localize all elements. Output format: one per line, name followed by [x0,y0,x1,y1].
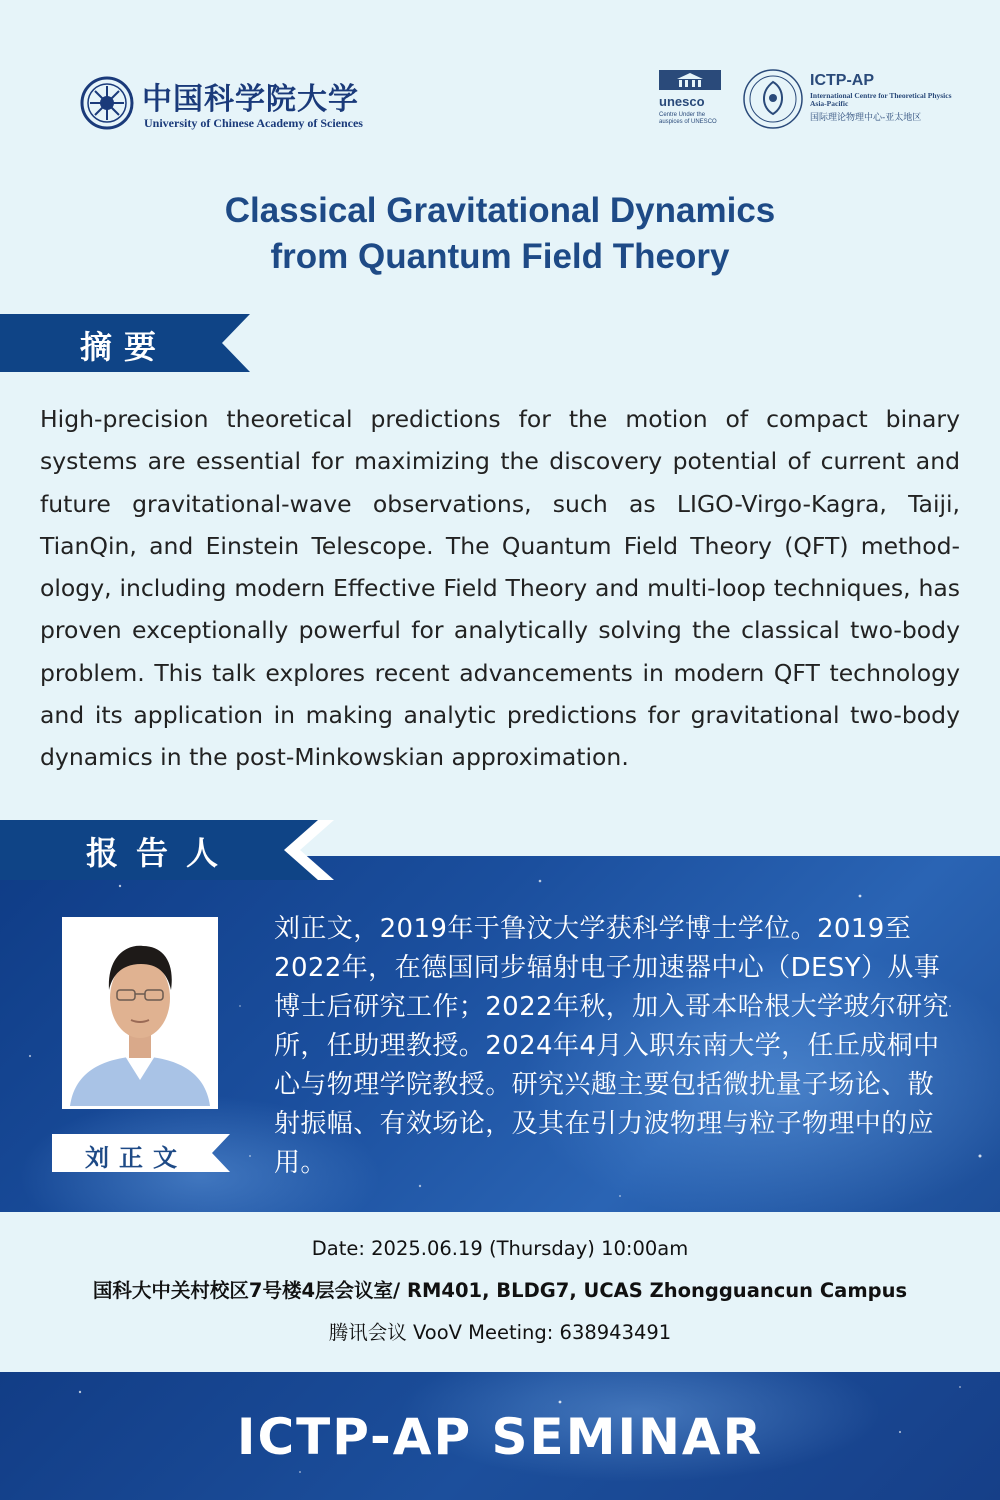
abstract-banner [0,314,260,372]
ictp-ap-logo [742,68,962,138]
ucas-seal-icon [80,76,134,130]
talk-title [0,188,1000,280]
ucas-name-en: University of Chinese Academy of Sciences [144,116,363,130]
unesco-logo [655,70,730,140]
event-details [0,1228,1000,1354]
talk-title-line1: Classical Gravitational Dynamics [224,191,776,230]
unesco-sub: Centre Under the auspices of UNESCO [659,112,717,125]
speaker-banner [0,820,340,880]
unesco-word: unesco [659,94,705,109]
ucas-name-cn: 中国科学院大学 [142,82,359,117]
event-date: Date: 2025.06.19 (Thursday) 10:00am [311,1237,689,1260]
speaker-name-tag [52,1134,230,1172]
footer [0,1372,1000,1500]
talk-title-line2: from Quantum Field Theory [270,237,730,276]
speaker-bio: 刘正文，2019年于鲁汶大学获科学博士学位。2019至2022年，在德国同步辐射电子加速器中心（DESY）从事博士后研究工作；2022年秋，加入哥本哈根大学玻尔研究所，任助理教授。2024年4月入职东南大学，任丘成桐中心与物理学院教授。研究兴趣主要包括微扰量子场论、散射振幅、有效场论，及其在引力波物理与粒子物理中的应用。 [274,914,949,1178]
seminar-series-title: ICTP-AP SEMINAR [236,1408,764,1466]
unesco-temple-icon [659,70,721,90]
speaker-banner-label: 报告人 [86,834,237,872]
speaker-portrait-icon [65,920,215,1106]
abstract-text: High-precision theoretical predictions for the motion of compact binary systems are essential for maximizing the discovery potential of current and future gravitational-wave observations, such as LIGO-Virgo-Kagra, Taiji, TianQin, and Einstein Telescope. The Quantum Field Theory (QFT) methodology, including modern Effective Field Theory and multi-loop techniques, has proven exceptionally powerful for analytically solving the classical two-body problem. This talk explores recent advancements in modern QFT technology and its application in making analytic predictions for gravitational two-body dynamics in the post-Minkowskian approximation. [40,405,960,772]
ictp-name-cn: 国际理论物理中心-亚太地区 [810,113,922,123]
ictp-name: ICTP-AP [810,72,874,89]
ictp-seal-icon [742,68,804,130]
ucas-logo [80,74,380,134]
speaker-photo [62,917,218,1109]
speaker-name: 刘正文 [85,1144,187,1172]
event-location: 国科大中关村校区7号楼4层会议室/ RM401, BLDG7, UCAS Zhongguancun Campus [92,1279,908,1302]
ictp-name-en: International Centre for Theoretical Physics Asia-Pacific [810,91,952,108]
event-meeting: 腾讯会议 VooV Meeting: 638943491 [328,1321,672,1344]
abstract-banner-label: 摘要 [80,328,169,366]
